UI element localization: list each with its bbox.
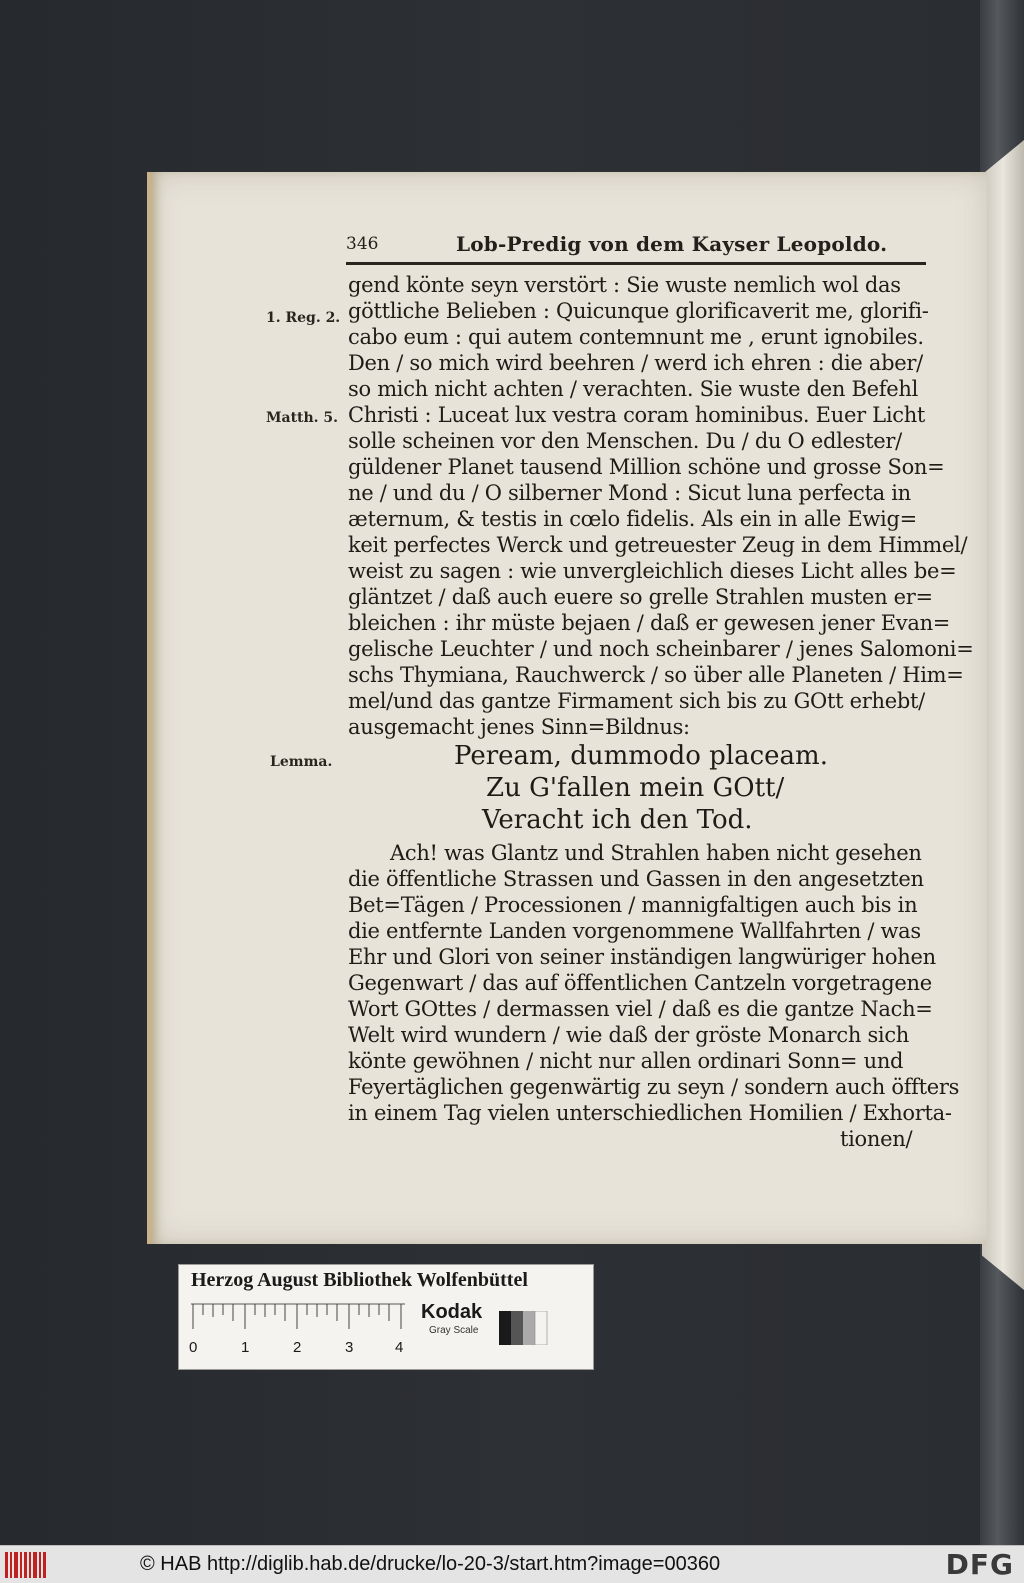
text-line: könte gewöhnen / nicht nur allen ordinari Sonn= und	[348, 1049, 904, 1073]
text-line: Ach! was Glantz und Strahlen haben nicht gesehen	[390, 841, 922, 865]
barcode-logo-icon	[4, 1550, 48, 1580]
kodak-logo: Kodak	[421, 1301, 483, 1323]
text-line: gläntzet / daß auch euere so grelle Strahlen musten er=	[348, 585, 933, 609]
text-line: Wort GOttes / dermassen viel / daß es die gantze Nach=	[348, 997, 933, 1021]
text-line: Gegenwart / das auf öffentlichen Cantzeln vorgetragene	[348, 971, 932, 995]
margin-note-matth: Matth. 5.	[266, 410, 339, 426]
lemma-german-1: Zu G'fallen mein GOtt/	[486, 773, 785, 803]
ruler-number: 3	[345, 1339, 354, 1356]
text-line: weist zu sagen : wie unvergleichlich dieses Licht alles be=	[348, 559, 957, 583]
copyright-url[interactable]: © HAB http://diglib.hab.de/drucke/lo-20-3/start.htm?image=00360	[140, 1553, 721, 1575]
library-label-card	[178, 1264, 594, 1370]
text-line: ausgemacht jenes Sinn=Bildnus:	[348, 715, 690, 739]
page-number: 346	[346, 234, 379, 254]
text-line: in einem Tag vielen unterschiedlichen Homilien / Exhorta-	[348, 1101, 952, 1125]
text-line: Feyertäglichen gegenwärtig zu seyn / sondern auch öffters	[348, 1075, 960, 1099]
lemma-latin: Peream, dummodo placeam.	[454, 741, 828, 771]
text-line: die entfernte Landen vorgenommene Wallfahrten / was	[348, 919, 921, 943]
gray-scale-label: Gray Scale	[429, 1325, 479, 1336]
dfg-logo: DFG	[945, 1548, 1014, 1581]
text-line: Christi : Luceat lux vestra coram hominibus. Euer Licht	[348, 403, 926, 427]
margin-note-reg: 1. Reg. 2.	[266, 310, 341, 326]
ruler-number: 2	[293, 1339, 302, 1356]
gray-scale-swatches	[499, 1311, 549, 1345]
text-line: cabo eum : qui autem contemnunt me , erunt ignobiles.	[348, 325, 924, 349]
ruler-number: 0	[189, 1339, 198, 1356]
catchword: tionen/	[840, 1127, 913, 1151]
library-name: Herzog August Bibliothek Wolfenbüttel	[191, 1269, 528, 1291]
text-line: schs Thymiana, Rauchwerck / so über alle Planeten / Him=	[348, 663, 964, 687]
text-line: Ehr und Glori von seiner inständigen langwüriger hohen	[348, 945, 936, 969]
lemma-german-2: Veracht ich den Tod.	[482, 805, 753, 835]
ruler-numbers	[189, 1339, 419, 1359]
text-line: æternum, & testis in cœlo fidelis. Als ein in alle Ewig=	[348, 507, 917, 531]
text-line: Bet=Tägen / Processionen / mannigfaltigen auch bis in	[348, 893, 918, 917]
text-line: so mich nicht achten / verachten. Sie wuste den Befehl	[348, 377, 919, 401]
text-line: Den / so mich wird beehren / werd ich ehren : die aber/	[348, 351, 923, 375]
text-line: güldener Planet tausend Million schöne und grosse Son=	[348, 455, 945, 479]
text-line: Welt wird wundern / wie daß der gröste Monarch sich	[348, 1023, 910, 1047]
ruler-number: 4	[395, 1339, 404, 1356]
footer-bar	[0, 1545, 1024, 1583]
text-line: solle scheinen vor den Menschen. Du / du O edlester/	[348, 429, 902, 453]
text-line: göttliche Belieben : Quicunque glorificaverit me, glorifi-	[348, 299, 929, 323]
header-rule	[346, 262, 926, 265]
margin-note-lemma: Lemma.	[270, 754, 333, 770]
text-line: ne / und du / O silberner Mond : Sicut luna perfecta in	[348, 481, 911, 505]
text-line: gend könte seyn verstört : Sie wuste nemlich wol das	[348, 273, 901, 297]
facing-page-edge	[982, 140, 1024, 1290]
text-line: keit perfectes Werck und getreuester Zeug in dem Himmel/	[348, 533, 968, 557]
ruler-scale	[191, 1303, 405, 1333]
text-line: mel/und das gantze Firmament sich bis zu GOtt erhebt/	[348, 689, 925, 713]
ruler-number: 1	[241, 1339, 250, 1356]
running-head-title: Lob-Predig von dem Kayser Leopoldo.	[456, 232, 888, 256]
text-line: gelische Leuchter / und noch scheinbarer / jenes Salomoni=	[348, 637, 974, 661]
running-header	[346, 232, 926, 264]
text-line: die öffentliche Strassen und Gassen in den angesetzten	[348, 867, 924, 891]
text-line: bleichen : ihr müste bejaen / daß er gewesen jener Evan=	[348, 611, 951, 635]
